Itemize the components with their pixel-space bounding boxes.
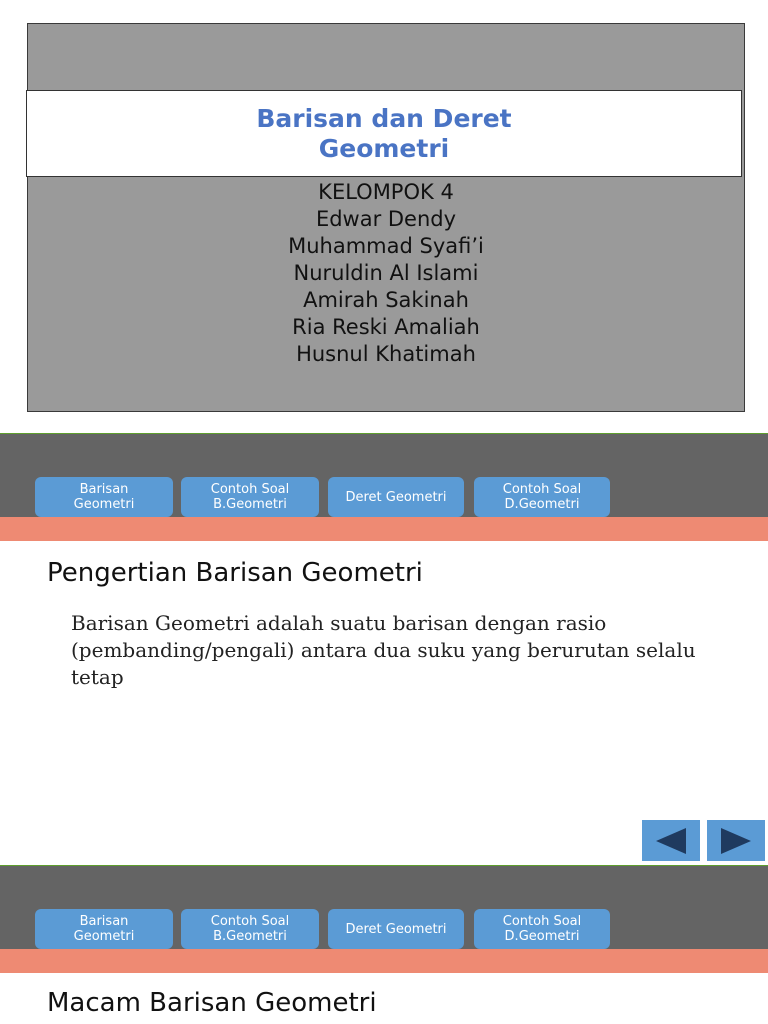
tab-label: Contoh Soal D.Geometri bbox=[502, 914, 582, 944]
slide-heading: Pengertian Barisan Geometri bbox=[47, 558, 423, 588]
member-name: Ria Reski Amaliah bbox=[292, 315, 480, 339]
tab-contoh-soal-d-geometri[interactable] bbox=[474, 477, 610, 517]
title-line-1: Barisan dan Deret bbox=[256, 103, 512, 133]
prev-button[interactable] bbox=[642, 820, 700, 861]
tab-barisan-geometri[interactable] bbox=[35, 477, 173, 517]
tab-label: Deret Geometri bbox=[345, 489, 447, 505]
member-name: Muhammad Syafi’i bbox=[288, 234, 484, 258]
next-arrow-icon bbox=[719, 827, 753, 855]
prev-arrow-icon bbox=[654, 827, 688, 855]
tab-contoh-soal-b-geometri[interactable] bbox=[181, 909, 319, 949]
title-line-2: Geometri bbox=[318, 133, 450, 163]
title-box bbox=[26, 90, 742, 177]
member-name: Edwar Dendy bbox=[315, 207, 457, 231]
tab-contoh-soal-d-geometri[interactable] bbox=[474, 909, 610, 949]
nav-stripe bbox=[0, 949, 768, 973]
group-name: KELOMPOK 4 bbox=[318, 180, 454, 204]
tab-label: Barisan Geometri bbox=[73, 914, 135, 944]
tab-label: Contoh Soal B.Geometri bbox=[210, 482, 290, 512]
title-slide bbox=[27, 23, 745, 412]
member-name: Husnul Khatimah bbox=[296, 342, 476, 366]
tab-label: Contoh Soal B.Geometri bbox=[210, 914, 290, 944]
tab-label: Deret Geometri bbox=[345, 921, 447, 937]
member-list bbox=[28, 179, 744, 368]
next-button[interactable] bbox=[707, 820, 765, 861]
tab-label: Contoh Soal D.Geometri bbox=[502, 482, 582, 512]
nav-bar bbox=[0, 865, 768, 973]
tab-contoh-soal-b-geometri[interactable] bbox=[181, 477, 319, 517]
nav-stripe bbox=[0, 517, 768, 541]
nav-bar bbox=[0, 433, 768, 541]
tab-deret-geometri[interactable] bbox=[328, 477, 464, 517]
tab-label: Barisan Geometri bbox=[73, 482, 135, 512]
member-name: Amirah Sakinah bbox=[303, 288, 469, 312]
slide-body-text: Barisan Geometri adalah suatu barisan dengan rasio (pembanding/pengali) antara dua suku yang berurutan selalu tetap bbox=[71, 611, 696, 689]
slide-heading: Macam Barisan Geometri bbox=[47, 988, 377, 1018]
tab-barisan-geometri[interactable] bbox=[35, 909, 173, 949]
tab-deret-geometri[interactable] bbox=[328, 909, 464, 949]
member-name: Nuruldin Al Islami bbox=[293, 261, 479, 285]
